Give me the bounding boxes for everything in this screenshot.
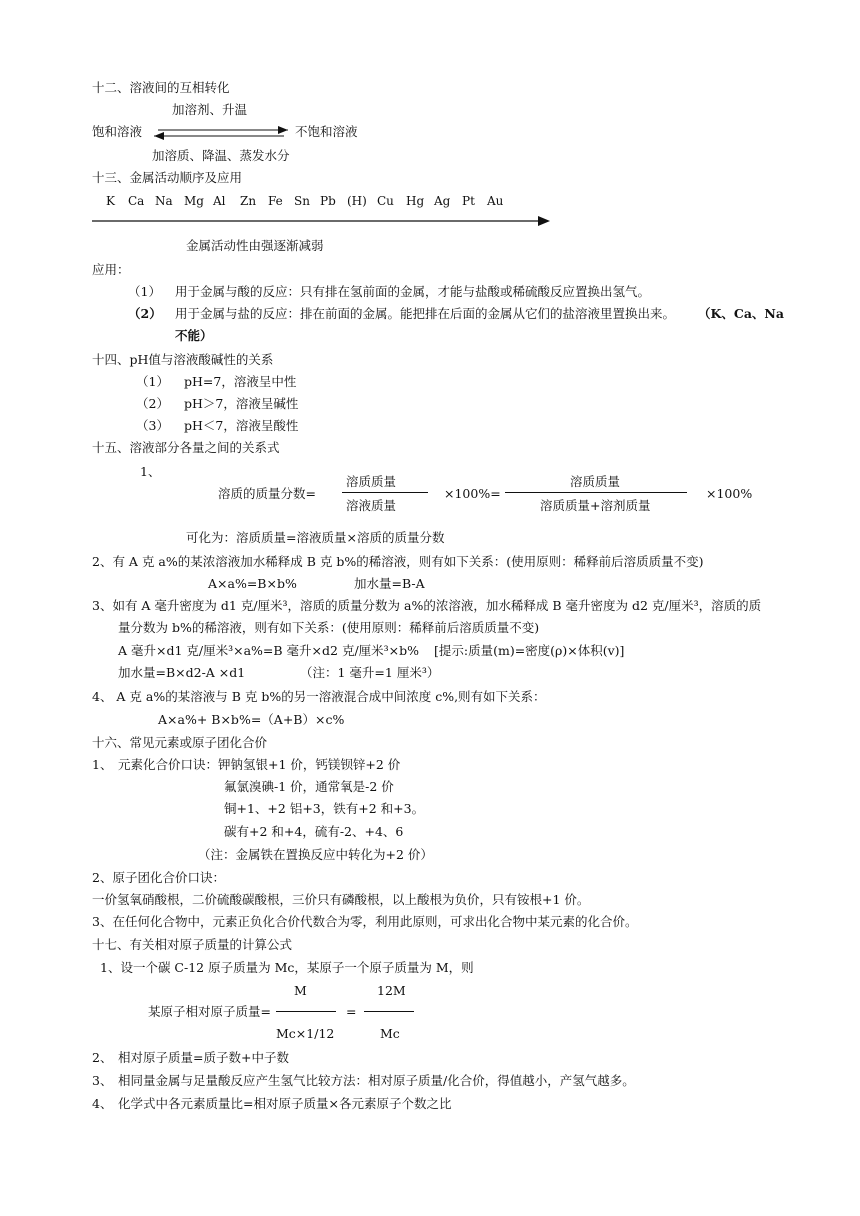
group-valence-text: 一价氢氧硝酸根，二价硫酸碳酸根，三价只有磷酸根，以上酸根为负价，只有铵根+1 价。 <box>92 892 590 907</box>
atomic-fraction-1-bar <box>276 1011 336 1012</box>
conversion-top-label: 加溶剂、升温 <box>172 102 248 117</box>
metal-symbol: Cu <box>377 194 394 208</box>
atomic-fraction-1-numerator: M <box>294 983 307 998</box>
application-2-text: 用于金属与盐的反应：排在前面的金属。能把排在后面的金属从它们的盐溶液里置换出来。 <box>175 306 676 321</box>
ph-item-3-text: pH＜7，溶液呈酸性 <box>184 418 299 433</box>
formula-3-line-2: 量分数为 b%的稀溶液，则有如下关系：(使用原则：稀释前后溶质质量不变) <box>118 620 540 635</box>
metal-symbol: Pb <box>320 194 336 208</box>
conversion-bottom-label: 加溶质、降温、蒸发水分 <box>152 148 290 163</box>
mass-fraction-lhs: 溶质的质量分数= <box>218 486 316 501</box>
metal-symbol: Ag <box>434 194 451 208</box>
atomic-item-4-text: 化学式中各元素质量比=相对原子质量×各元素原子个数之比 <box>118 1096 452 1111</box>
ph-item-3-number: （3） <box>136 418 169 433</box>
formula-2-equation: A×a%=B×b% <box>208 576 297 591</box>
metal-symbol: Sn <box>294 194 310 208</box>
formula-3-equation: A 毫升×d1 克/厘米³×a%=B 毫升×d2 克/厘米³×b% <box>118 643 420 658</box>
atomic-fraction-2-denominator: Mc <box>380 1026 400 1041</box>
metal-symbol: (H) <box>347 194 367 208</box>
metal-symbol: Na <box>155 194 173 208</box>
metal-symbol: Ca <box>128 194 145 208</box>
atomic-item-3-number: 3、 <box>92 1073 113 1088</box>
metal-symbol: Hg <box>406 194 425 208</box>
section-12-title: 十二、溶液间的互相转化 <box>92 80 230 95</box>
ph-item-1-text: pH=7，溶液呈中性 <box>184 374 297 389</box>
atomic-item-4-number: 4、 <box>92 1096 113 1111</box>
metal-activity-caption: 金属活动性由强逐渐减弱 <box>186 238 324 253</box>
atomic-equals: = <box>346 1004 357 1019</box>
saturated-solution-label: 饱和溶液 <box>92 124 143 139</box>
atomic-mass-lhs: 某原子相对原子质量= <box>148 1004 271 1019</box>
atomic-mass-item-1: 1、设一个碳 C-12 原子质量为 Mc，某原子一个原子质量为 M，则 <box>100 960 474 975</box>
valence-rhyme-1: 元素化合价口诀：钾钠氢银+1 价，钙镁钡锌+2 价 <box>118 757 401 772</box>
formula-1-number: 1、 <box>140 464 161 479</box>
fraction-1-numerator: 溶质质量 <box>346 474 397 489</box>
section-14-title: 十四、pH值与溶液酸碱性的关系 <box>92 352 274 367</box>
valence-rhyme-4: 碳有+2 和+4，硫有-2、+4、6 <box>224 824 404 839</box>
formula-3-hint: [提示:质量(m)=密度(ρ)×体积(v)] <box>434 643 625 658</box>
section-15-title: 十五、溶液部分各量之间的关系式 <box>92 440 280 455</box>
right-arrow-icon <box>92 215 552 227</box>
valence-note: （注：金属铁在置换反应中转化为+2 价） <box>198 847 433 862</box>
atomic-item-3-text: 相同量金属与足量酸反应产生氢气比较方法：相对原子质量/化合价，得值越小，产氢气越多。 <box>118 1073 635 1088</box>
times-100-label: ×100%= <box>444 486 501 501</box>
metal-symbol: Zn <box>240 194 257 208</box>
formula-3-water: 加水量=B×d2-A ×d1 <box>118 665 246 680</box>
application-2-exception: （K、Ca、Na <box>698 306 784 321</box>
metal-symbol: Al <box>213 194 226 208</box>
metal-symbol: K <box>106 194 115 208</box>
fraction-2-numerator: 溶质质量 <box>570 474 621 489</box>
formula-2-water: 加水量=B-A <box>354 576 425 591</box>
ph-item-2-text: pH＞7，溶液呈碱性 <box>184 396 299 411</box>
atomic-item-2-text: 相对原子质量=质子数+中子数 <box>118 1050 289 1065</box>
fraction-1-bar <box>342 492 428 493</box>
section-13-title: 十三、金属活动顺序及应用 <box>92 170 243 185</box>
valence-rule: 3、在任何化合物中，元素正负化合价代数合为零，利用此原则，可求出化合物中某元素的化合价。 <box>92 914 638 929</box>
application-label: 应用： <box>92 262 130 277</box>
formula-3-note: （注：1 毫升=1 厘米³） <box>300 665 440 680</box>
fraction-2-denominator: 溶质质量+溶剂质量 <box>540 498 651 513</box>
formula-2-text: 2、有 A 克 a%的某浓溶液加水稀释成 B 克 b%的稀溶液，则有如下关系：(使用原则：稀释前后溶质质量不变) <box>92 554 704 569</box>
formula-4-equation: A×a%+ B×b%=（A+B）×c% <box>158 712 345 727</box>
application-1-text: 用于金属与酸的反应：只有排在氢前面的金属，才能与盐酸或稀硫酸反应置换出氢气。 <box>175 284 651 299</box>
section-16-title: 十六、常见元素或原子团化合价 <box>92 735 268 750</box>
fraction-1-denominator: 溶液质量 <box>346 498 397 513</box>
valence-rhyme-3: 铜+1、+2 铝+3，铁有+2 和+3。 <box>224 801 425 816</box>
metal-activity-series <box>0 193 860 209</box>
fraction-2-bar <box>505 492 687 493</box>
ph-item-2-number: （2） <box>136 396 169 411</box>
group-valence-title: 2、原子团化合价口诀： <box>92 870 225 885</box>
formula-4-text: 4、 A 克 a%的某溶液与 B 克 b%的另一溶液混合成中间浓度 c%,则有如下关系： <box>92 689 546 704</box>
valence-rhyme-2: 氟氯溴碘-1 价，通常氧是-2 价 <box>224 779 394 794</box>
formula-variant: 可化为：溶质质量=溶液质量×溶质的质量分数 <box>186 530 445 545</box>
atomic-fraction-1-denominator: Mc×1/12 <box>276 1026 335 1041</box>
application-1-number: （1） <box>128 284 161 299</box>
atomic-item-2-number: 2、 <box>92 1050 113 1065</box>
metal-symbol: Mg <box>184 194 204 208</box>
section-17-title: 十七、有关相对原子质量的计算公式 <box>92 937 293 952</box>
application-2-exception-end: 不能） <box>175 328 213 343</box>
application-2-number: （2） <box>128 306 162 321</box>
double-arrow-icon <box>150 124 292 142</box>
metal-symbol: Au <box>487 194 504 208</box>
metal-symbol: Pt <box>462 194 475 208</box>
atomic-fraction-2-numerator: 12M <box>377 983 406 998</box>
ph-item-1-number: （1） <box>136 374 169 389</box>
times-100-label-2: ×100% <box>706 486 753 501</box>
atomic-fraction-2-bar <box>364 1011 414 1012</box>
metal-symbol: Fe <box>268 194 283 208</box>
formula-3-line-1: 3、如有 A 毫升密度为 d1 克/厘米³，溶质的质量分数为 a%的浓溶液，加水稀释成 B 毫升密度为 d2 克/厘米³，溶质的质 <box>92 598 762 613</box>
valence-item-1-number: 1、 <box>92 757 113 772</box>
unsaturated-solution-label: 不饱和溶液 <box>295 124 358 139</box>
